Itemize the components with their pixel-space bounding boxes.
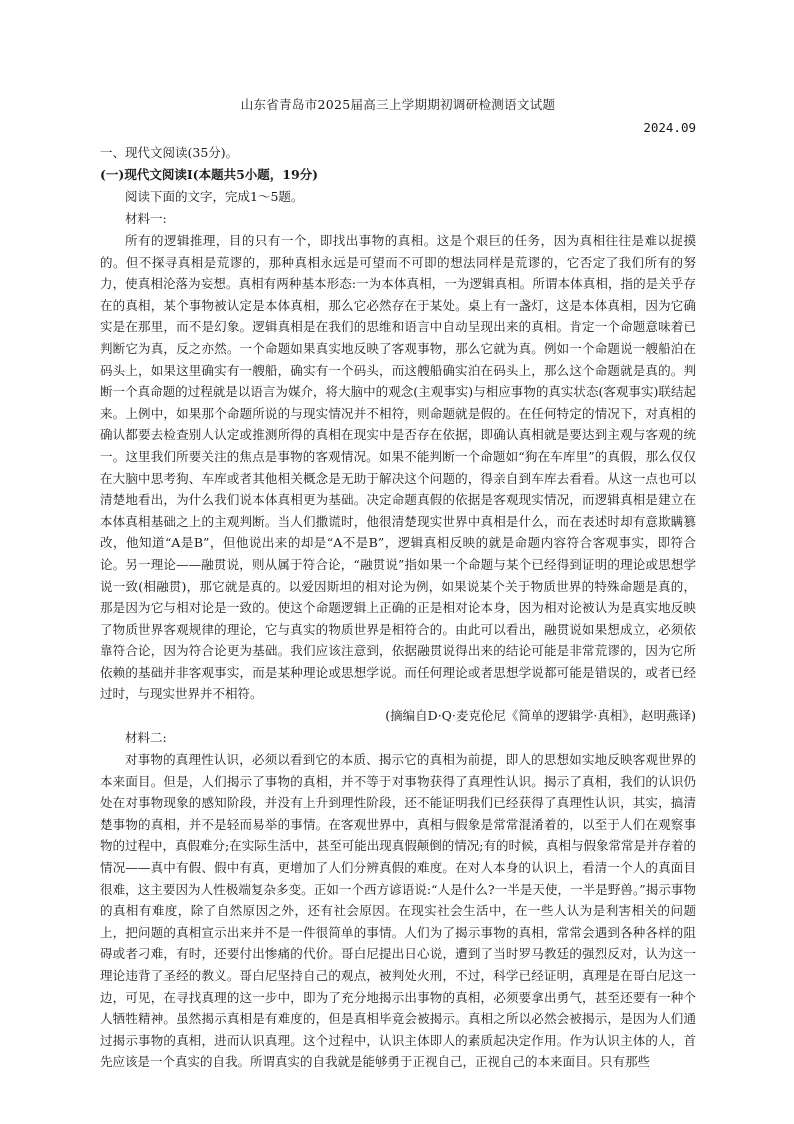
- material-one-body: 所有的逻辑推理，目的只有一个，即找出事物的真相。这是个艰巨的任务，因为真相往往是难以捉摸的。但不探寻真相是荒谬的，那种真相永远是可望而不可即的想法同样是荒谬的，它否定了我们所有的努力，使真相沦落为妄想。真相有两种基本形态:一为本体真相，一为逻辑真相。所谓本体真相，指的是关乎存在的真相，某个事物被认定是本体真相，那么它必然存在于某处。桌上有一盏灯，这是本体真相，因为它确实是在那里，而不是幻象。逻辑真相是在我们的思维和语言中自动呈现出来的真相。肯定一个命题意味着已判断它为真，反之亦然。一个命题如果真实地反映了客观事物，那么它就为真。例如一个命题说一艘船泊在码头上，如果这里确实有一艘船，确实有一个码头，而这艘船确实泊在码头上，那么这个命题就是真的。判断一个真命题的过程就是以语言为媒介，将大脑中的观念(主观事实)与相应事物的真实状态(客观事实)联结起来。上例中，如果那个命题所说的与现实情况并不相符，则命题就是假的。在任何特定的情况下，对真相的确认都要去检查别人认定或推测所得的真相在现实中是否存在依据，即确认真相就是要达到主观与客观的统一。这里我们所要关注的焦点是事物的客观情况。如果不能判断一个命题如“狗在车库里”的真假，那么仅仅在大脑中思考狗、车库或者其他相关概念是无助于解决这个问题的，得亲自到车库去看看。从这一点也可以清楚地看出，为什么我们说本体真相更为基础。决定命题真假的依据是客观现实情况，而逻辑真相是建立在本体真相基础之上的主观判断。当人们撒谎时，他很清楚现实世界中真相是什么，而在表述时却有意欺瞒篡改，他知道“A是B”，但他说出来的却是“A不是B”，逻辑真相反映的就是命题内容符合客观事实，即符合论。另一理论——融贯说，则从属于符合论，“融贯说”指如果一个命题与某个已经得到证明的理论或思想学说一致(相融贯)，那它就是真的。以爱因斯坦的相对论为例，如果说某个关于物质世界的特殊命题是真的，那是因为它与相对论是一致的。使这个命题逻辑上正确的正是相对论本身，因为相对论被认为是真实地反映了物质世界客观规律的理论，它与真实的物质世界是相符合的。由此可以看出，融贯说如果想成立，必须依靠符合论，因为符合论更为基础。我们应该注意到，依据融贯说得出来的结论可能是非常荒谬的，因为它所依赖的基础并非客观事实，而是某种理论或思想学说。而任何理论或者思想学说都可能是错误的，或者已经过时，与现实世界并不相符。: [100, 233, 696, 702]
- material-two-body: 对事物的真理性认识，必须以看到它的本质、揭示它的真相为前提，即人的思想如实地反映客观世界的本来面目。但是，人们揭示了事物的真相，并不等于对事物获得了真理性认识。揭示了真相，我们的认识仍处在对事物现象的感知阶段，并没有上升到理性阶段，还不能证明我们已经获得了真理性认识，其实，搞清楚事物的真相，并不是轻而易举的事情。在客观世界中，真相与假象是常常混淆着的，以至于人们在观察事物的过程中，真假难分;在实际生活中，甚至可能出现真假颠倒的情况;有的时候，真相与假象常常是并存着的情况——真中有假、假中有真，更增加了人们分辨真假的难度。在对人本身的认识上，看清一个人的真面目很难，这主要因为人性极端复杂多变。正如一个西方谚语说:“人是什么?一半是天使，一半是野兽。”揭示事物的真相有难度，除了自然原因之外，还有社会原因。在现实社会生活中，在一些人认为是利害相关的问题上，把问题的真相宣示出来并不是一件很简单的事情。人们为了揭示事物的真相，常常会遇到各种各样的阻碍或者刁难，有时，还要付出惨痛的代价。哥白尼提出日心说，遭到了当时罗马教廷的强烈反对，认为这一理论违背了圣经的教义。哥白尼坚持自己的观点，被判处火刑，不过，科学已经证明，真理是在哥白尼这一边，可见，在寻找真理的这一步中，即为了充分地揭示出事物的真相，必须要拿出勇气，甚至还要有一种个人牺牲精神。虽然揭示真相是有难度的，但是真相毕竟会被揭示。真相之所以必然会被揭示，是因为人们通过揭示事物的真相，进而认识真理。这个过程中，认识主体即人的素质起决定作用。作为认识主体的人，首先应该是一个真实的自我。所谓真实的自我就是能够勇于正视自己，正视自己的本来面目。只有那些: [100, 752, 696, 1070]
- material-two-label: 材料二:: [125, 730, 167, 746]
- material-one-label: 材料一:: [125, 211, 167, 226]
- exam-title: 山东省青岛市2025届高三上学期期初调研检测语文试题: [240, 97, 556, 112]
- reading-instruction: 阅读下面的文字，完成1～5题。: [125, 189, 304, 204]
- section-heading: 一、现代文阅读(35分)。: [100, 145, 239, 160]
- exam-date: 2024.09: [643, 120, 696, 135]
- subsection-heading: (一)现代文阅读Ⅰ(本题共5小题，19分): [100, 167, 319, 182]
- material-one-source: (摘编自D·Q·麦克伦尼《简单的逻辑学·真相》，赵明燕译): [385, 708, 696, 724]
